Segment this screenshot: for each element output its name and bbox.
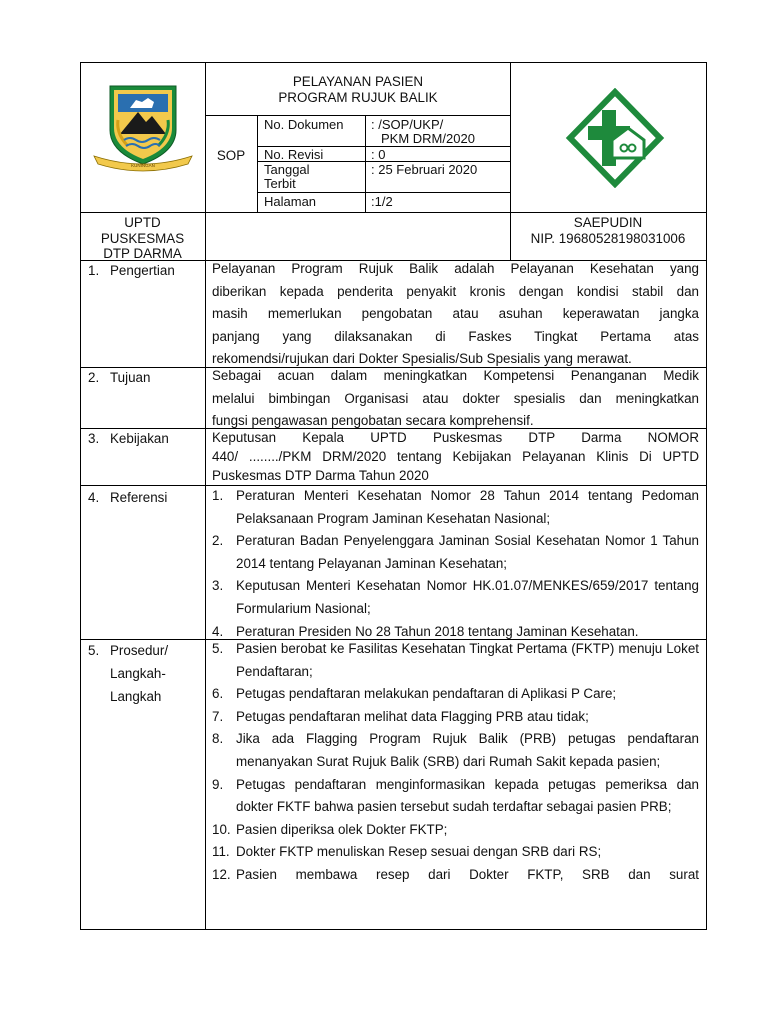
reference-item	[212, 530, 699, 575]
section-2-line: Sebagai acuan dalam meningkatkan Kompetensi Penanganan Medik	[212, 368, 699, 383]
reference-item-text: Peraturan Presiden No 28 Tahun 2018 tentang Jaminan Kesehatan.	[236, 623, 639, 639]
field-row-line	[257, 192, 511, 193]
org-name-line2: PUSKESMAS	[100, 231, 185, 246]
signer-nip: NIP. 19680528198031006	[530, 231, 686, 246]
section-2-body	[212, 365, 699, 433]
reference-item-text: Peraturan Menteri Kesehatan Nomor 28 Tahun 2014 tentang Pedoman Pelaksanaan Program Jaminan Kesehatan Nasional;	[236, 488, 699, 526]
section-4-title: Referensi	[110, 490, 168, 505]
field-value-halaman: :1/2	[371, 194, 393, 209]
section-5-title-line2: Langkah-	[110, 666, 166, 681]
procedure-step-text: Petugas pendaftaran menginformasikan kepada petugas pemeriksa dan dokter FKTF bahwa pasien tersebut sudah terdaftar sebagai pasien PRB;	[236, 776, 699, 815]
reference-item-text: Keputusan Menteri Kesehatan Nomor HK.01.07/MENKES/659/2017 tentang Formularium Nasional;	[236, 578, 699, 616]
puskesmas-cross-icon	[560, 88, 670, 188]
org-name-line1: UPTD	[124, 215, 161, 230]
procedure-step-number: 6.	[212, 686, 224, 702]
procedure-step	[212, 774, 699, 819]
section-1-number: 1.	[88, 263, 100, 278]
org-name-line3: DTP DARMA	[103, 246, 182, 261]
section-5-title-line3: Langkah	[110, 689, 162, 704]
table-border-right	[706, 62, 707, 930]
svg-text:KUNINGAN: KUNINGAN	[131, 163, 155, 168]
procedure-step-text: Dokter FKTP menuliskan Resep sesuai dengan SRB dari RS;	[236, 844, 602, 860]
section-5-list	[212, 638, 699, 887]
header-bottom-line	[80, 212, 707, 213]
procedure-step-text: Pasien membawa resep dari Dokter FKTP, SRB dan surat	[236, 866, 699, 882]
field-value-no-revisi: : 0	[371, 147, 386, 162]
title-divider	[205, 115, 511, 116]
section-2-number: 2.	[88, 370, 100, 385]
document-title-line1: PELAYANAN PASIEN	[292, 74, 424, 89]
procedure-step-number: 12.	[212, 866, 231, 882]
table-border-top	[80, 62, 707, 63]
procedure-step-number: 10.	[212, 821, 231, 837]
sop-label: SOP	[216, 148, 246, 163]
reference-item	[212, 575, 699, 620]
section-1-line: rekomendsi/rujukan dari Dokter Spesialis/Sub Spesialis yang merawat.	[212, 351, 632, 367]
section-1-line: diberikan kepada penderita penyakit kronis dengan kondisi stabil dan	[212, 283, 699, 299]
section-4-number: 4.	[88, 490, 100, 505]
kuningan-logo	[88, 72, 198, 172]
procedure-step	[212, 841, 699, 864]
field-value-tanggal: : 25 Februari 2020	[371, 162, 478, 177]
field-value-no-dokumen-2: PKM DRM/2020	[381, 131, 475, 146]
procedure-step	[212, 864, 699, 887]
field-divider	[365, 115, 366, 212]
procedure-step-number: 9.	[212, 776, 224, 792]
procedure-step-text: Petugas pendaftaran melihat data Flagging PRB atau tidak;	[236, 708, 589, 724]
section-1-body	[212, 258, 699, 371]
section-5-title-line1: Prosedur/	[110, 643, 169, 658]
procedure-step-text: Pasien berobat ke Fasilitas Kesehatan Tingkat Pertama (FKTP) menuju Loket Pendaftaran;	[236, 641, 699, 679]
column-divider-left	[205, 62, 206, 930]
section-1-line: panjang yang dilaksanakan di Faskes Tingkat Pertama atas	[212, 328, 699, 344]
field-label-tanggal: Tanggal	[264, 162, 310, 177]
reference-item-number: 4.	[212, 623, 224, 639]
procedure-step-number: 8.	[212, 731, 224, 747]
section-2-line: melalui bimbingan Organisasi atau dokter spesialis dan meningkatkan	[212, 390, 699, 406]
kuningan-emblem-icon	[88, 72, 198, 172]
puskesmas-logo	[560, 88, 670, 188]
field-label-no-revisi: No. Revisi	[264, 147, 324, 162]
reference-item-number: 1.	[212, 488, 224, 503]
procedure-step-text: Jika ada Flagging Program Rujuk Balik (PRB) petugas pendaftaran menanyakan Surat Rujuk Balik (SRB) dari Rumah Sakit kepada pasien;	[236, 731, 699, 769]
field-label-terbit: Terbit	[264, 176, 296, 191]
procedure-step-text: Pasien diperiksa olek Dokter FKTP;	[236, 821, 448, 837]
section-2-title: Tujuan	[110, 370, 151, 385]
section-2-line: fungsi pengawasan pengobatan secara komprehensif.	[212, 413, 534, 429]
procedure-step	[212, 638, 699, 683]
section-3-line: Puskesmas DTP Darma Tahun 2020	[212, 468, 429, 483]
section-3-line: 440/ ......../PKM DRM/2020 tentang Kebijakan Pelayanan Klinis Di UPTD	[212, 449, 699, 464]
table-border-left	[80, 62, 81, 930]
table-border-bottom	[80, 929, 707, 930]
section-1-line: Pelayanan Program Rujuk Balik adalah Pelayanan Kesehatan yang	[212, 261, 699, 276]
procedure-step	[212, 819, 699, 842]
sop-divider	[257, 115, 258, 212]
procedure-step	[212, 728, 699, 773]
reference-item	[212, 485, 699, 530]
section-3-number: 3.	[88, 431, 100, 446]
procedure-step-number: 7.	[212, 708, 224, 724]
section-3-body	[212, 426, 699, 485]
reference-item-number: 3.	[212, 578, 224, 594]
section-1-line: masih memerlukan pengobatan atau asuhan keperawatan jangka	[212, 306, 699, 322]
section-3-title: Kebijakan	[110, 431, 169, 446]
section-3-line: Keputusan Kepala UPTD Puskesmas DTP Darma NOMOR	[212, 430, 699, 445]
reference-item-text: Peraturan Badan Penyelenggara Jaminan Sosial Kesehatan Nomor 1 Tahun 2014 tentang Pelayanan Jaminan Kesehatan;	[236, 533, 699, 571]
procedure-step	[212, 706, 699, 729]
procedure-step-text: Petugas pendaftaran melakukan pendaftaran di Aplikasi P Care;	[236, 686, 617, 702]
document-title-line2: PROGRAM RUJUK BALIK	[278, 90, 438, 105]
signer-name: SAEPUDIN	[573, 215, 643, 230]
procedure-step-number: 11.	[212, 844, 230, 860]
field-label-no-dokumen: No. Dokumen	[264, 117, 344, 132]
section-5-number: 5.	[88, 643, 100, 658]
field-label-halaman: Halaman	[264, 194, 317, 209]
field-value-no-dokumen: : /SOP/UKP/	[371, 117, 444, 132]
section-4-list	[212, 485, 699, 643]
procedure-step-number: 5.	[212, 641, 224, 656]
reference-item-number: 2.	[212, 533, 224, 549]
procedure-step	[212, 683, 699, 706]
section-1-title: Pengertian	[110, 263, 175, 278]
